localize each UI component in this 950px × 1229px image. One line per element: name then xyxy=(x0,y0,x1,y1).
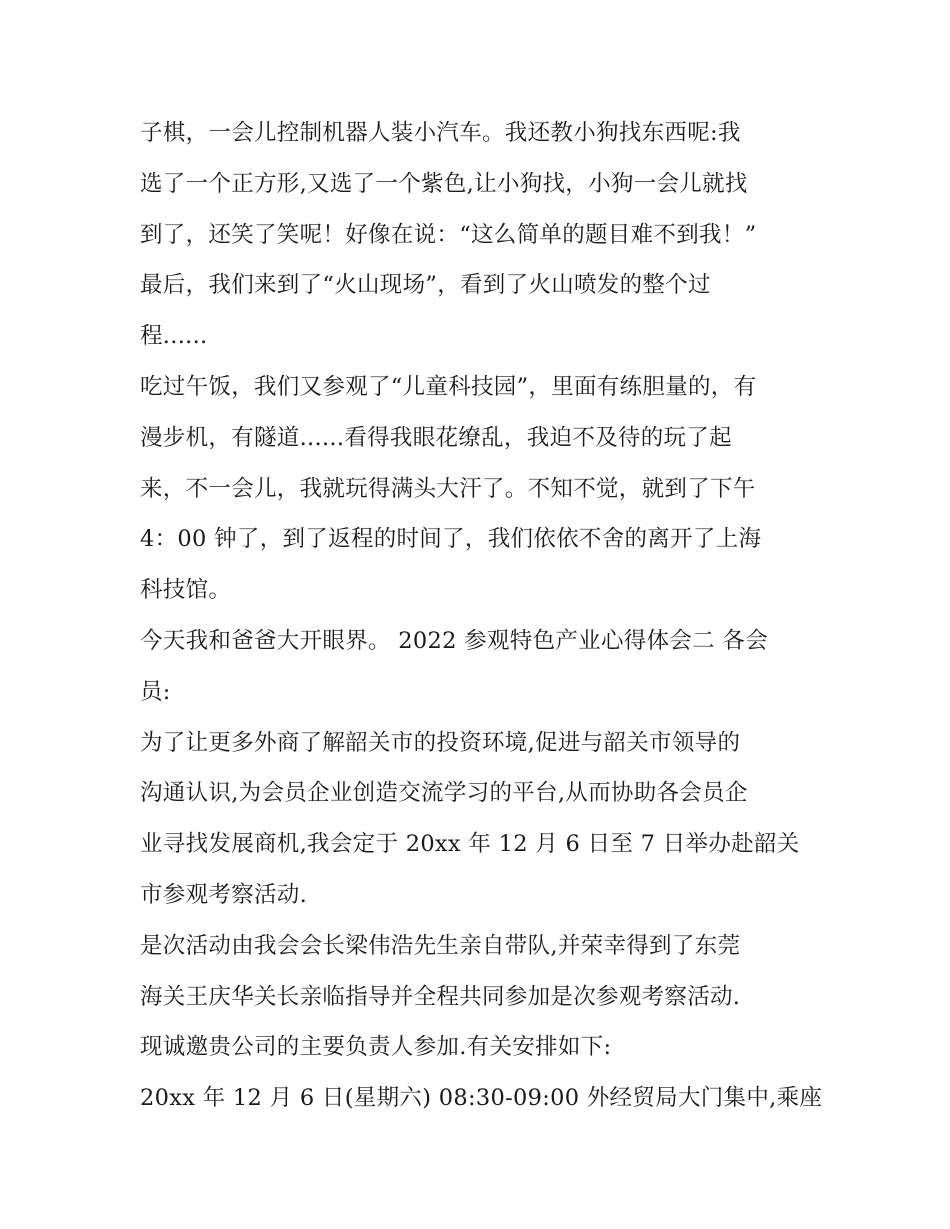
text-line: 为了让更多外商了解韶关市的投资环境,促进与韶关市领导的 xyxy=(140,729,741,756)
text-line: 现诚邀贵公司的主要负责人参加.有关安排如下: xyxy=(140,1034,612,1061)
text-line: 4：00 钟了，到了返程的时间了，我们依依不舍的离开了上海 xyxy=(140,526,762,553)
text-line: 今天我和爸爸大开眼界。 2022 参观特色产业心得体会二 各会 xyxy=(140,627,769,654)
text-line: 海关王庆华关长亲临指导并全程共同参加是次参观考察活动. xyxy=(140,983,741,1010)
text-line: 漫步机，有隧道......看得我眼花缭乱，我迫不及待的玩了起 xyxy=(140,424,732,451)
text-line: 吃过午饭，我们又参观了“儿童科技园”，里面有练胆量的，有 xyxy=(140,373,757,400)
document-body xyxy=(140,108,823,1124)
text-line: 20xx 年 12 月 6 日(星期六) 08:30-09:00 外经贸局大门集中,乘座 xyxy=(140,1085,823,1112)
text-line: 来，不一会儿，我就玩得满头大汗了。不知不觉，就到了下午 xyxy=(140,475,756,502)
text-line: 市参观考察活动. xyxy=(140,881,308,908)
text-line: 员: xyxy=(140,678,171,705)
text-line: 是次活动由我会会长梁伟浩先生亲自带队,并荣幸得到了东莞 xyxy=(140,932,741,959)
text-line: 科技馆。 xyxy=(140,577,232,604)
text-line: 业寻找发展商机,我会定于 20xx 年 12 月 6 日至 7 日举办赴韶关 xyxy=(140,831,800,858)
text-line: 选了一个正方形,又选了一个紫色,让小狗找，小狗一会儿就找 xyxy=(140,170,748,197)
text-line: 沟通认识,为会员企业创造交流学习的平台,从而协助各会员企 xyxy=(140,780,748,807)
text-line: 子棋，一会儿控制机器人装小汽车。我还教小狗找东西呢:我 xyxy=(140,120,741,146)
text-line: 最后，我们来到了“火山现场”，看到了火山喷发的整个过 xyxy=(140,272,711,299)
text-line: 程...... xyxy=(140,323,208,350)
text-line: 到了，还笑了笑呢！好像在说：“这么简单的题目难不到我！” xyxy=(140,221,757,248)
